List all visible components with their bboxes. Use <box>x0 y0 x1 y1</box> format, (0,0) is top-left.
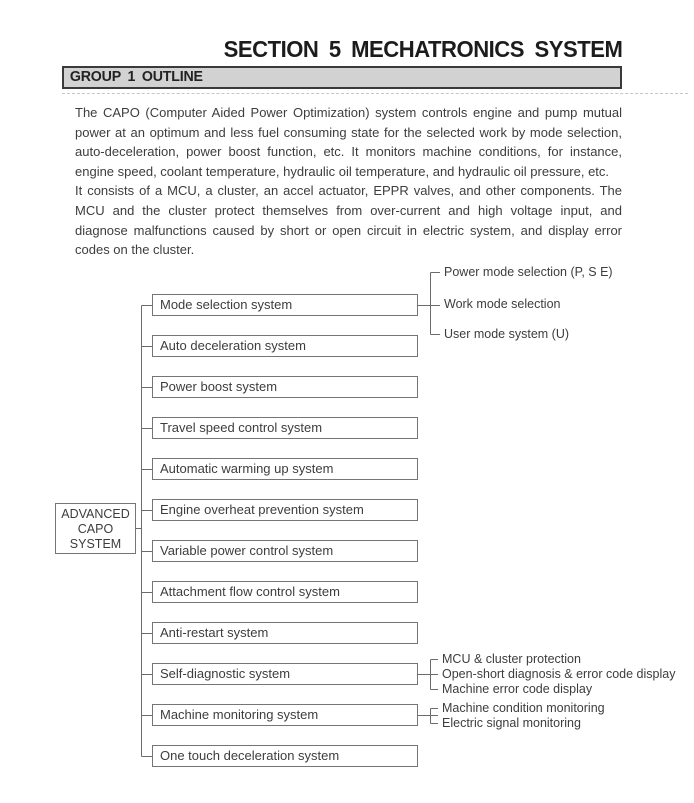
root-box-advanced-capo-system <box>55 503 136 554</box>
box-one-touch-deceleration-system: One touch deceleration system <box>152 745 418 767</box>
box-attachment-flow-control-system: Attachment flow control system <box>152 581 418 603</box>
branch-work-mode-selection: Work mode selection <box>444 297 561 311</box>
root-box-line: ADVANCED <box>61 507 130 521</box>
box-auto-deceleration-system: Auto deceleration system <box>152 335 418 357</box>
root-box-line: CAPO <box>77 522 114 536</box>
box-self-diagnostic-system: Self-diagnostic system <box>152 663 418 685</box>
box-variable-power-control-system: Variable power control system <box>152 540 418 562</box>
intro-paragraph-2: It consists of a MCU, a cluster, an accel actuator, EPPR valves, and other components. The MCU and the cluster protect themselves from over-current and high voltage input, and diagnose malfunctions caused by short or open circuit in electric system, and display error codes on the cluster. <box>75 183 622 258</box>
section-title: SECTION 5 MECHATRONICS SYSTEM <box>223 36 622 62</box>
box-anti-restart-system: Anti-restart system <box>152 622 418 644</box>
box-mode-selection-system: Mode selection system <box>152 294 418 316</box>
box-power-boost-system: Power boost system <box>152 376 418 398</box>
branch-open-short-diagnosis: Open-short diagnosis & error code display <box>442 667 676 681</box>
branch-machine-condition-monitoring: Machine condition monitoring <box>442 701 605 715</box>
root-box-line: SYSTEM <box>69 537 122 551</box>
branch-electric-signal-monitoring: Electric signal monitoring <box>442 716 581 730</box>
box-engine-overheat-prevention-system: Engine overheat prevention system <box>152 499 418 521</box>
box-automatic-warming-up-system: Automatic warming up system <box>152 458 418 480</box>
branch-user-mode-system: User mode system (U) <box>444 327 570 341</box>
group-heading-label: GROUP 1 OUTLINE <box>69 69 203 85</box>
box-travel-speed-control-system: Travel speed control system <box>152 417 418 439</box>
intro-paragraph-1: The CAPO (Computer Aided Power Optimization) system controls engine and pump mutual power at an optimum and less fuel consuming state for the selected work by mode selection, auto-deceleration, power boost function, etc. It monitors machine conditions, for instance, engine speed, coolant temperature, hydraulic oil temperature, and hydraulic oil pressure, etc. <box>75 105 622 179</box>
branch-power-mode-selection: Power mode selection (P, S E) <box>444 265 613 279</box>
branch-machine-error-code-display: Machine error code display <box>442 682 593 696</box>
box-machine-monitoring-system: Machine monitoring system <box>152 704 418 726</box>
branch-mcu-cluster-protection: MCU & cluster protection <box>442 652 581 666</box>
